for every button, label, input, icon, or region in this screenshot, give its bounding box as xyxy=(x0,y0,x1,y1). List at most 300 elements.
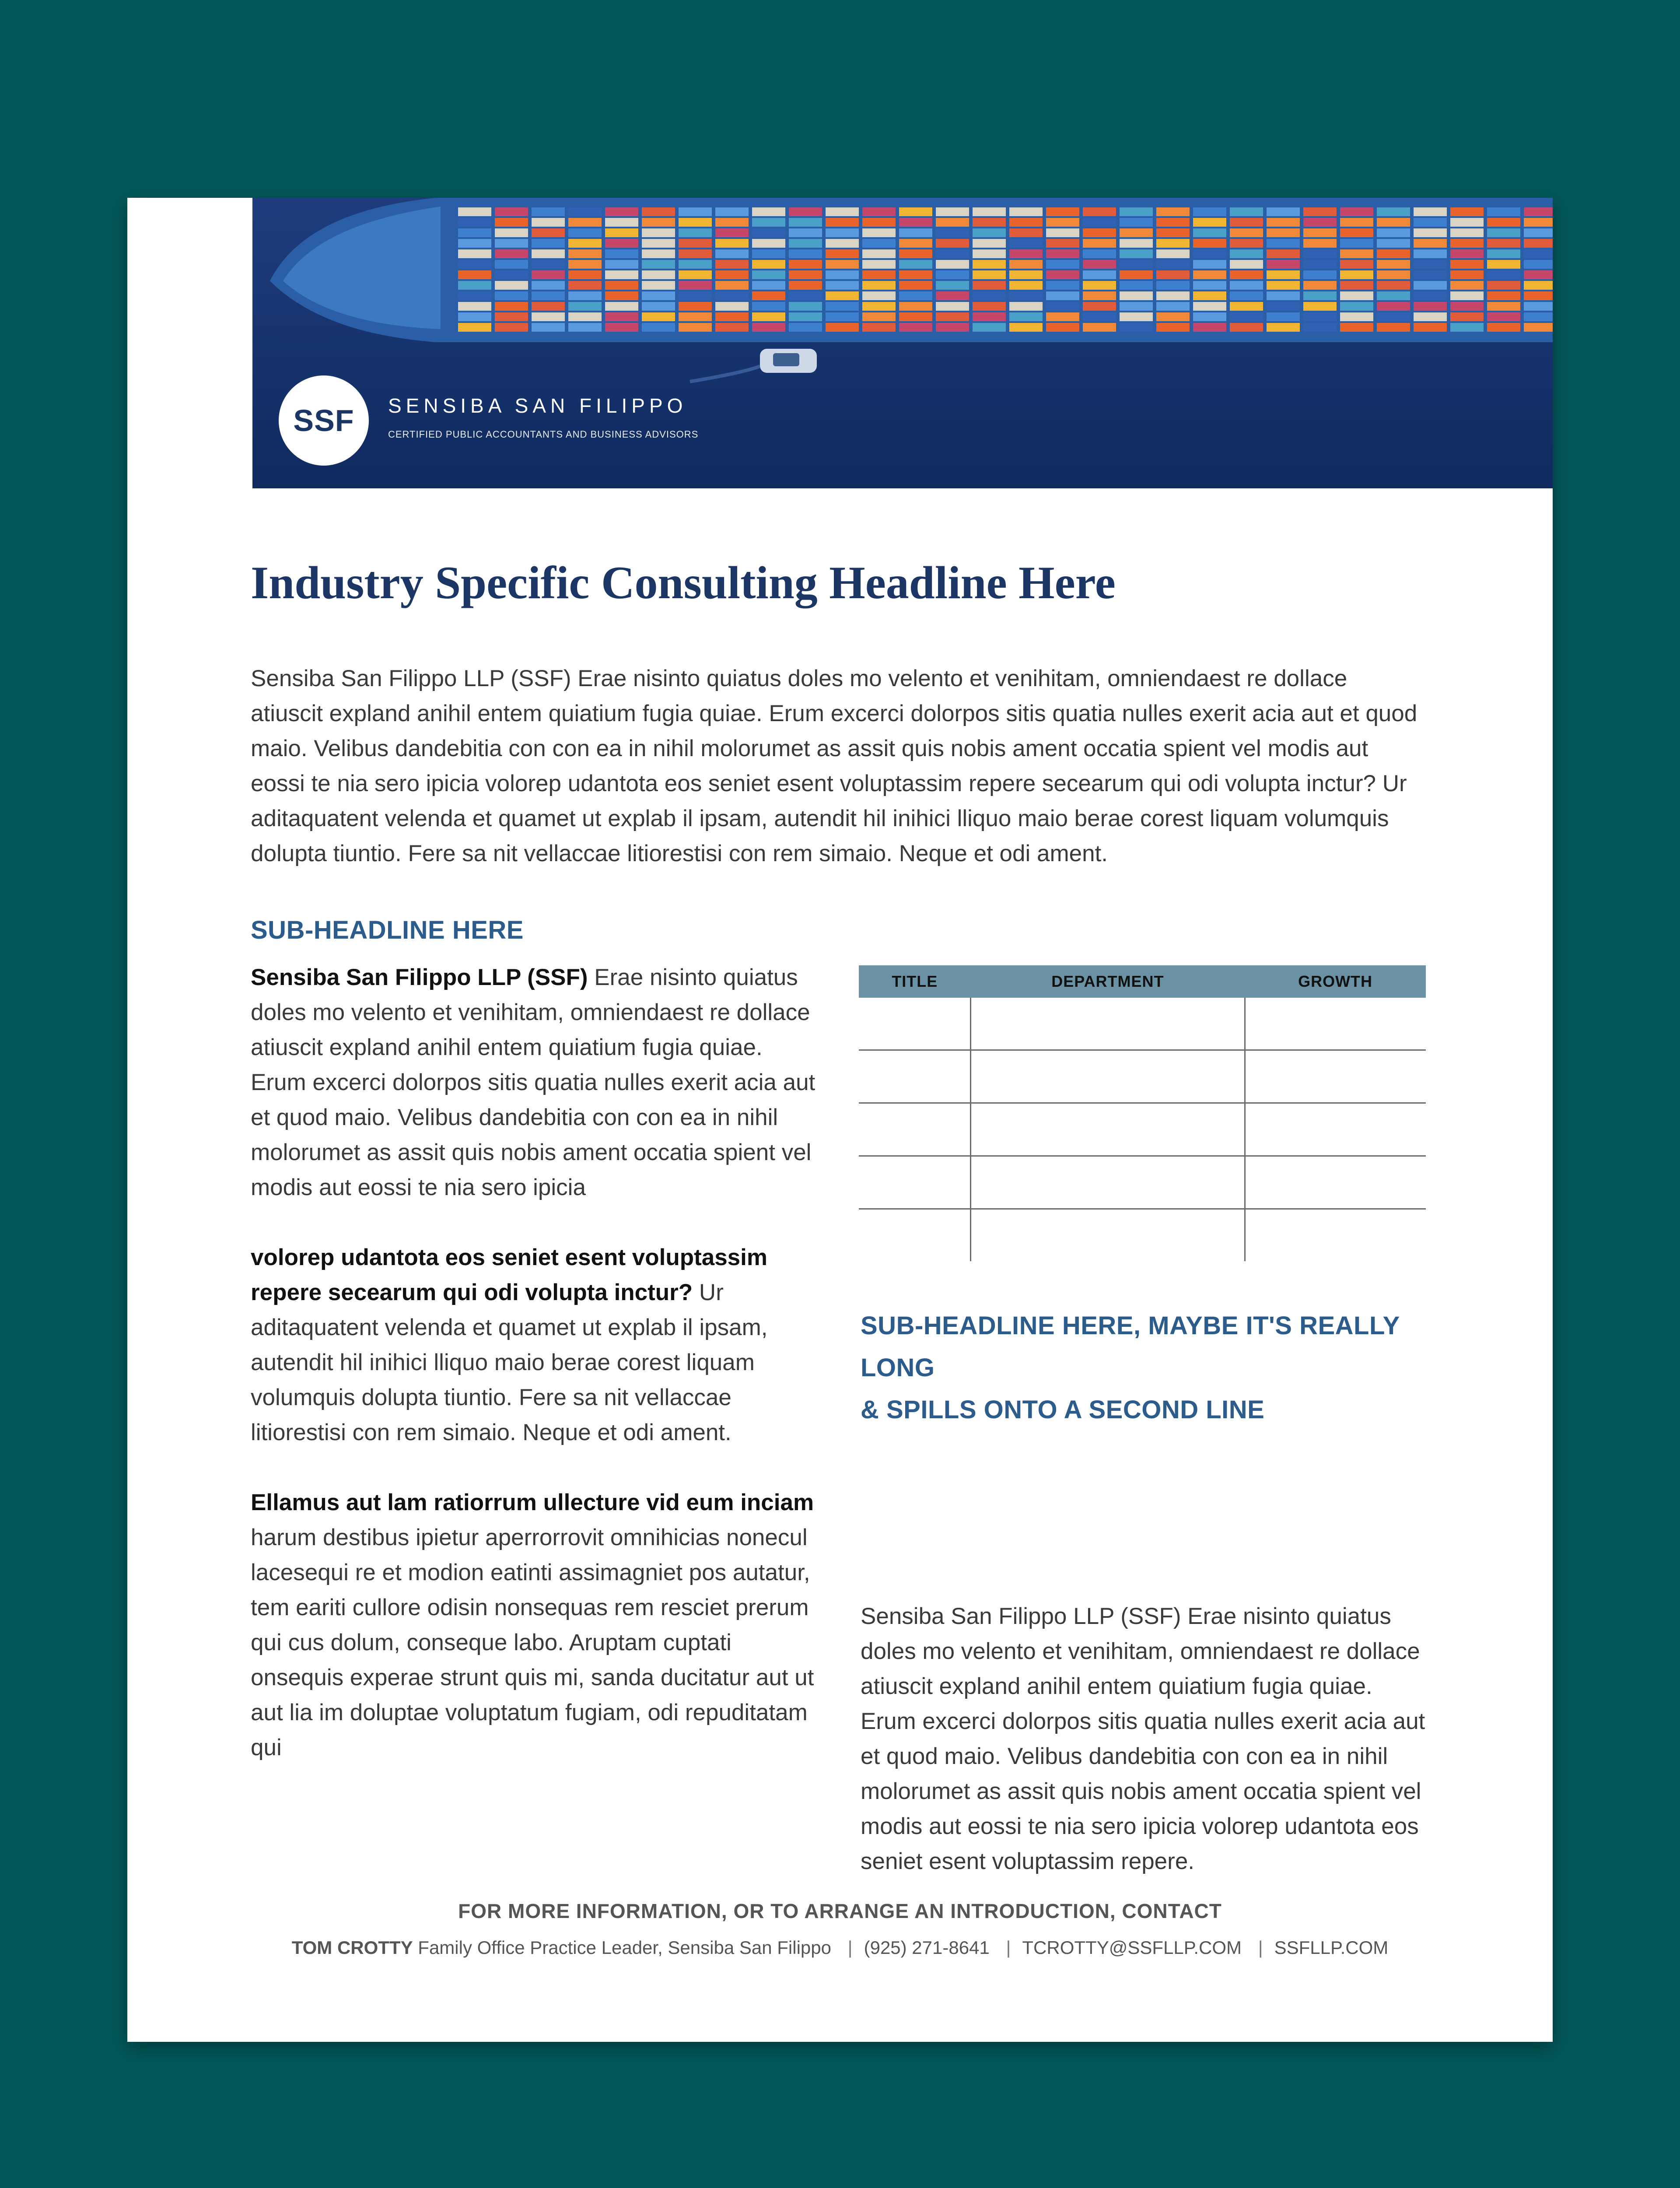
table-header-row xyxy=(859,965,1426,998)
shipping-container xyxy=(1303,312,1337,321)
shipping-container xyxy=(1120,249,1153,258)
shipping-container xyxy=(1046,323,1079,332)
shipping-container xyxy=(752,239,785,248)
shipping-container xyxy=(936,207,969,216)
shipping-container xyxy=(1487,260,1520,269)
shipping-container xyxy=(752,228,785,237)
shipping-container xyxy=(1156,239,1190,248)
shipping-container xyxy=(1230,323,1263,332)
shipping-container xyxy=(495,312,528,321)
shipping-container xyxy=(1303,249,1337,258)
shipping-container xyxy=(495,218,528,227)
shipping-container xyxy=(1267,291,1300,300)
shipping-container xyxy=(715,207,749,216)
shipping-container xyxy=(715,312,749,321)
shipping-container xyxy=(1267,302,1300,311)
shipping-container xyxy=(532,270,565,279)
logo-text: SSF xyxy=(293,403,354,438)
table-cell xyxy=(859,998,971,1050)
table-cell xyxy=(971,1103,1245,1156)
shipping-container xyxy=(1414,218,1447,227)
shipping-container xyxy=(826,302,859,311)
shipping-container xyxy=(936,291,969,300)
shipping-container xyxy=(1303,228,1337,237)
shipping-container xyxy=(1193,302,1226,311)
shipping-container xyxy=(1193,228,1226,237)
table-row xyxy=(859,1050,1426,1103)
shipping-container xyxy=(1303,302,1337,311)
shipping-container xyxy=(752,302,785,311)
shipping-container xyxy=(1340,281,1373,290)
shipping-container xyxy=(1450,239,1484,248)
shipping-container xyxy=(862,312,896,321)
table-row xyxy=(859,1209,1426,1262)
table-cell xyxy=(971,1209,1245,1262)
shipping-container xyxy=(715,260,749,269)
shipping-container xyxy=(1046,260,1079,269)
shipping-container xyxy=(973,302,1006,311)
shipping-container xyxy=(568,228,602,237)
shipping-container xyxy=(899,218,932,227)
shipping-container xyxy=(1230,218,1263,227)
paragraph-lead: Sensiba San Filippo LLP (SSF) xyxy=(251,964,588,990)
shipping-container xyxy=(495,207,528,216)
shipping-container xyxy=(899,228,932,237)
shipping-container xyxy=(1340,260,1373,269)
shipping-container xyxy=(1009,260,1043,269)
shipping-container xyxy=(1046,249,1079,258)
shipping-container xyxy=(1230,207,1263,216)
shipping-container xyxy=(1303,291,1337,300)
shipping-container xyxy=(789,249,822,258)
shipping-container xyxy=(1487,302,1520,311)
shipping-container xyxy=(1009,207,1043,216)
shipping-container xyxy=(1193,281,1226,290)
shipping-container xyxy=(752,270,785,279)
shipping-container xyxy=(1230,249,1263,258)
shipping-container xyxy=(1524,239,1553,248)
shipping-container xyxy=(642,218,675,227)
shipping-container xyxy=(1524,260,1553,269)
shipping-container xyxy=(973,218,1006,227)
shipping-container xyxy=(1083,281,1116,290)
shipping-container xyxy=(789,291,822,300)
shipping-container xyxy=(973,281,1006,290)
shipping-container xyxy=(1487,218,1520,227)
shipping-container xyxy=(605,291,638,300)
shipping-container xyxy=(1524,323,1553,332)
shipping-container xyxy=(568,323,602,332)
shipping-container xyxy=(495,281,528,290)
shipping-container xyxy=(973,249,1006,258)
shipping-container xyxy=(458,249,491,258)
left-paragraph-2 xyxy=(251,1240,819,1450)
shipping-container xyxy=(1487,249,1520,258)
shipping-container xyxy=(789,312,822,321)
shipping-container xyxy=(1524,302,1553,311)
contact-role: Family Office Practice Leader, Sensiba San Filippo xyxy=(413,1937,831,1958)
shipping-container xyxy=(715,228,749,237)
shipping-container xyxy=(1414,207,1447,216)
shipping-container xyxy=(532,218,565,227)
shipping-container xyxy=(605,228,638,237)
shipping-container xyxy=(1193,312,1226,321)
shipping-container xyxy=(1377,260,1410,269)
shipping-container xyxy=(1230,302,1263,311)
hero-banner xyxy=(252,198,1553,488)
shipping-container xyxy=(1450,228,1484,237)
shipping-container xyxy=(752,249,785,258)
shipping-container xyxy=(1083,291,1116,300)
shipping-container xyxy=(458,228,491,237)
shipping-container xyxy=(826,228,859,237)
shipping-container xyxy=(899,239,932,248)
shipping-container xyxy=(826,312,859,321)
paragraph-lead: Ellamus aut lam ratiorrum ullecture vid eum inciam xyxy=(251,1490,814,1515)
shipping-container xyxy=(1414,260,1447,269)
shipping-container xyxy=(1156,312,1190,321)
shipping-container xyxy=(1009,249,1043,258)
shipping-container xyxy=(679,249,712,258)
shipping-container xyxy=(679,270,712,279)
shipping-container xyxy=(532,239,565,248)
shipping-container xyxy=(1193,239,1226,248)
separator: | xyxy=(1258,1937,1263,1958)
table-row xyxy=(859,998,1426,1050)
shipping-container xyxy=(715,249,749,258)
shipping-container xyxy=(862,281,896,290)
shipping-container xyxy=(1303,207,1337,216)
shipping-container xyxy=(1377,239,1410,248)
shipping-container xyxy=(1340,218,1373,227)
shipping-container xyxy=(1046,302,1079,311)
shipping-container xyxy=(1046,239,1079,248)
table-cell xyxy=(859,1156,971,1209)
shipping-container xyxy=(1450,207,1484,216)
shipping-container xyxy=(458,312,491,321)
shipping-container xyxy=(1487,323,1520,332)
paragraph-body: Erae nisinto quiatus doles mo velento et venihitam, omniendaest re dollace atiuscit expland anihil entem quiatium fugia quiae. Erum excerci dolorpos sitis quatia nulles exerit acia aut et quod maio. Velibus dandebitia con con ea in nihil molorumet as assit quis nobis ament occatia spient vel modis aut eossi te nia sero ipicia xyxy=(251,964,816,1200)
shipping-container xyxy=(826,249,859,258)
shipping-container xyxy=(1046,218,1079,227)
shipping-container xyxy=(458,291,491,300)
shipping-container xyxy=(1487,291,1520,300)
right-subheadline xyxy=(861,1305,1429,1431)
page-headline: Industry Specific Consulting Headline Here xyxy=(251,557,1116,608)
shipping-container xyxy=(752,207,785,216)
shipping-container xyxy=(789,207,822,216)
left-paragraph-3 xyxy=(251,1485,819,1765)
shipping-container xyxy=(495,260,528,269)
shipping-container xyxy=(1120,218,1153,227)
shipping-container xyxy=(1414,239,1447,248)
shipping-container xyxy=(532,228,565,237)
shipping-container xyxy=(826,260,859,269)
shipping-container xyxy=(532,207,565,216)
shipping-container xyxy=(1450,281,1484,290)
shipping-container xyxy=(1193,260,1226,269)
shipping-container xyxy=(1120,228,1153,237)
shipping-container xyxy=(1524,270,1553,279)
shipping-container xyxy=(605,218,638,227)
shipping-container xyxy=(752,291,785,300)
shipping-container xyxy=(1193,249,1226,258)
shipping-container xyxy=(605,312,638,321)
shipping-container xyxy=(936,312,969,321)
shipping-container xyxy=(1377,323,1410,332)
left-column xyxy=(251,960,819,1800)
table-cell xyxy=(859,1103,971,1156)
shipping-container xyxy=(568,260,602,269)
shipping-container xyxy=(1083,228,1116,237)
shipping-container xyxy=(568,281,602,290)
shipping-container xyxy=(1120,291,1153,300)
shipping-container xyxy=(1120,323,1153,332)
shipping-container xyxy=(1377,291,1410,300)
shipping-container xyxy=(1267,281,1300,290)
shipping-container xyxy=(1414,228,1447,237)
shipping-container xyxy=(568,249,602,258)
shipping-container xyxy=(1414,291,1447,300)
shipping-container xyxy=(642,323,675,332)
shipping-container xyxy=(862,291,896,300)
contact-phone[interactable]: (925) 271-8641 xyxy=(864,1937,990,1958)
shipping-container xyxy=(1414,270,1447,279)
shipping-container xyxy=(899,249,932,258)
shipping-container xyxy=(495,291,528,300)
shipping-container xyxy=(936,270,969,279)
shipping-container xyxy=(936,260,969,269)
shipping-container xyxy=(1267,218,1300,227)
shipping-container xyxy=(679,291,712,300)
shipping-container xyxy=(1009,239,1043,248)
shipping-container xyxy=(1156,302,1190,311)
shipping-container xyxy=(495,228,528,237)
shipping-container xyxy=(458,207,491,216)
shipping-container xyxy=(1009,281,1043,290)
table-cell xyxy=(971,1156,1245,1209)
table-cell xyxy=(971,998,1245,1050)
shipping-container xyxy=(1046,291,1079,300)
shipping-container xyxy=(1083,270,1116,279)
shipping-container xyxy=(752,312,785,321)
shipping-container xyxy=(1156,218,1190,227)
shipping-container xyxy=(715,323,749,332)
shipping-container xyxy=(458,260,491,269)
shipping-container xyxy=(1193,323,1226,332)
shipping-container xyxy=(1487,270,1520,279)
left-paragraph-1 xyxy=(251,960,819,1205)
shipping-container xyxy=(1340,312,1373,321)
shipping-container xyxy=(1450,218,1484,227)
shipping-container xyxy=(1267,249,1300,258)
shipping-container xyxy=(862,218,896,227)
shipping-container xyxy=(826,323,859,332)
shipping-container xyxy=(1267,323,1300,332)
shipping-container xyxy=(789,270,822,279)
shipping-container xyxy=(532,312,565,321)
shipping-container xyxy=(1193,207,1226,216)
shipping-container xyxy=(679,281,712,290)
shipping-container xyxy=(532,281,565,290)
shipping-container xyxy=(789,228,822,237)
shipping-container xyxy=(715,291,749,300)
shipping-container xyxy=(1487,312,1520,321)
shipping-container xyxy=(1340,207,1373,216)
shipping-container xyxy=(1009,291,1043,300)
shipping-container xyxy=(752,281,785,290)
shipping-container xyxy=(1303,270,1337,279)
shipping-container xyxy=(679,207,712,216)
shipping-container xyxy=(1377,270,1410,279)
shipping-container xyxy=(899,270,932,279)
contact-email[interactable]: TCROTTY@SSFLLP.COM xyxy=(1022,1937,1242,1958)
shipping-container xyxy=(568,302,602,311)
shipping-container xyxy=(973,270,1006,279)
shipping-container xyxy=(936,302,969,311)
shipping-container xyxy=(1414,281,1447,290)
shipping-container xyxy=(1377,312,1410,321)
shipping-container xyxy=(458,281,491,290)
shipping-container xyxy=(532,323,565,332)
shipping-container xyxy=(826,239,859,248)
shipping-container xyxy=(936,281,969,290)
shipping-container xyxy=(458,302,491,311)
contact-website[interactable]: SSFLLP.COM xyxy=(1274,1937,1389,1958)
shipping-container xyxy=(642,291,675,300)
shipping-container xyxy=(495,239,528,248)
table-cell xyxy=(1245,1103,1426,1156)
shipping-container xyxy=(495,302,528,311)
shipping-container xyxy=(899,260,932,269)
shipping-container xyxy=(605,207,638,216)
table-cell xyxy=(1245,1050,1426,1103)
shipping-container xyxy=(1450,270,1484,279)
shipping-container xyxy=(1120,302,1153,311)
shipping-container xyxy=(1120,312,1153,321)
shipping-container xyxy=(1377,249,1410,258)
shipping-container xyxy=(1340,228,1373,237)
data-table xyxy=(859,965,1426,1261)
shipping-container xyxy=(605,323,638,332)
shipping-container xyxy=(789,302,822,311)
shipping-container xyxy=(1524,291,1553,300)
shipping-container xyxy=(1046,281,1079,290)
shipping-container xyxy=(1193,291,1226,300)
shipping-container xyxy=(1009,228,1043,237)
table-header-title: TITLE xyxy=(859,965,971,998)
shipping-container xyxy=(1450,323,1484,332)
shipping-container xyxy=(862,270,896,279)
contact-title: FOR MORE INFORMATION, OR TO ARRANGE AN INTRODUCTION, CONTACT xyxy=(458,1900,1222,1922)
shipping-container xyxy=(973,312,1006,321)
shipping-container xyxy=(605,270,638,279)
shipping-container xyxy=(826,207,859,216)
shipping-container xyxy=(1083,239,1116,248)
shipping-container xyxy=(1156,207,1190,216)
shipping-container xyxy=(642,270,675,279)
shipping-container xyxy=(1230,228,1263,237)
table-cell xyxy=(1245,998,1426,1050)
shipping-container xyxy=(1340,323,1373,332)
shipping-container xyxy=(1450,312,1484,321)
shipping-container xyxy=(1267,228,1300,237)
shipping-container xyxy=(1303,218,1337,227)
shipping-container xyxy=(1156,249,1190,258)
shipping-container xyxy=(1340,249,1373,258)
shipping-container xyxy=(1487,228,1520,237)
shipping-container xyxy=(458,239,491,248)
shipping-container xyxy=(1009,270,1043,279)
right-subheadline-line-1: SUB-HEADLINE HERE, MAYBE IT'S REALLY LONG xyxy=(861,1311,1400,1382)
table-cell xyxy=(859,1050,971,1103)
shipping-container xyxy=(789,323,822,332)
shipping-container xyxy=(495,270,528,279)
shipping-container xyxy=(458,218,491,227)
shipping-container xyxy=(1487,239,1520,248)
shipping-container xyxy=(679,218,712,227)
shipping-container xyxy=(1230,239,1263,248)
shipping-container xyxy=(495,323,528,332)
shipping-container xyxy=(789,239,822,248)
brand-tagline: CERTIFIED PUBLIC ACCOUNTANTS AND BUSINESS ADVISORS xyxy=(388,429,699,440)
shipping-container xyxy=(1156,228,1190,237)
shipping-container xyxy=(1120,207,1153,216)
shipping-container xyxy=(532,291,565,300)
shipping-container xyxy=(789,218,822,227)
shipping-container xyxy=(1414,249,1447,258)
shipping-container xyxy=(826,270,859,279)
shipping-container xyxy=(679,312,712,321)
shipping-container xyxy=(1450,249,1484,258)
shipping-container xyxy=(605,249,638,258)
paragraph-body: harum destibus ipietur aperrorrovit omnihicias nonecul lacesequi re et modion eatinti assimagniet pos autatur, tem eariti cullore odisin nonsequas rem resciet prerum qui cus dolum, conseque labo. Aruptam cuptati onsequis experae strunt quis mi, sanda ducitatur aut ut aut lia im doluptae voluptatum fugiam, odi repuditatam qui xyxy=(251,1525,814,1760)
shipping-container xyxy=(936,249,969,258)
shipping-container xyxy=(1230,312,1263,321)
shipping-container xyxy=(679,228,712,237)
shipping-container xyxy=(973,239,1006,248)
shipping-container xyxy=(568,270,602,279)
shipping-container xyxy=(1230,270,1263,279)
table-cell xyxy=(971,1050,1245,1103)
left-subheadline: SUB-HEADLINE HERE xyxy=(251,916,524,944)
shipping-container xyxy=(973,228,1006,237)
shipping-container xyxy=(1120,281,1153,290)
shipping-container xyxy=(1267,270,1300,279)
shipping-container xyxy=(1414,312,1447,321)
shipping-container xyxy=(1377,281,1410,290)
shipping-container xyxy=(752,218,785,227)
shipping-container xyxy=(642,207,675,216)
shipping-container xyxy=(1083,218,1116,227)
shipping-container xyxy=(1303,281,1337,290)
shipping-container xyxy=(1303,323,1337,332)
shipping-container xyxy=(1083,260,1116,269)
shipping-container xyxy=(1487,281,1520,290)
shipping-container xyxy=(1414,302,1447,311)
shipping-container xyxy=(973,291,1006,300)
shipping-container xyxy=(1450,260,1484,269)
shipping-container xyxy=(679,302,712,311)
shipping-container xyxy=(568,218,602,227)
shipping-container xyxy=(715,239,749,248)
shipping-container xyxy=(862,207,896,216)
shipping-container xyxy=(1193,270,1226,279)
intro-paragraph: Sensiba San Filippo LLP (SSF) Erae nisinto quiatus doles mo velento et venihitam, omniendaest re dollace atiuscit expland anihil entem quiatium fugia quiae. Erum excerci dolorpos sitis quatia nulles exerit acia aut et quod maio. Velibus dandebitia con con ea in nihil molorumet as assit quis nobis ament occatia spient vel modis aut eossi te nia sero ipicia volorep udantota eos seniet esent voluptassim repere secearum qui odi volupta inctur? Ur aditaquatent velenda et quamet ut explab il ipsam, autendit hil inihici lliquo maio berae corest liquam volumquis dolupta tiuntio. Fere sa nit vellaccae litiorestisi con rem simaio. Neque et odi ament. xyxy=(251,666,1418,866)
shipping-container xyxy=(458,270,491,279)
shipping-container xyxy=(495,249,528,258)
container-ship-image xyxy=(252,198,1553,488)
